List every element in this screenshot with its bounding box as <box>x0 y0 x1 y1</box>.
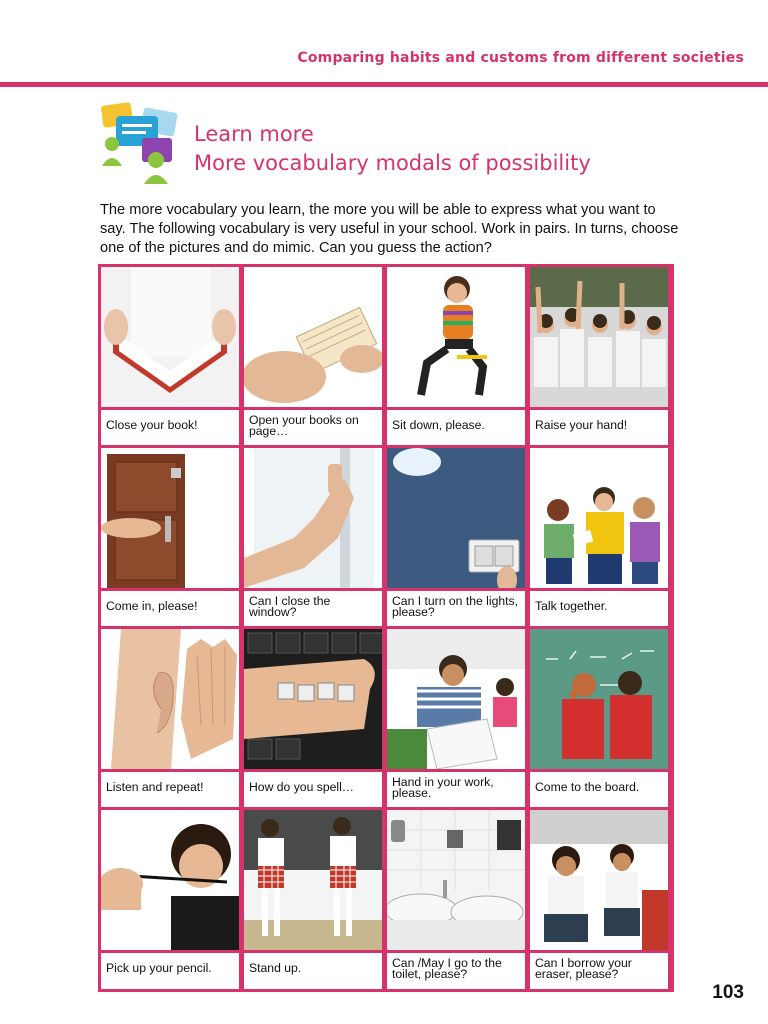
vocab-card-caption: Come to the board. <box>530 772 668 803</box>
header-title: Comparing habits and customs from different societies <box>297 50 744 66</box>
vocab-card-caption: Stand up. <box>244 953 382 984</box>
vocab-card-photo <box>530 448 668 588</box>
header-rule <box>0 82 768 87</box>
vocab-card <box>101 629 239 807</box>
vocab-card-photo <box>244 448 382 588</box>
section-title-line1: Learn more <box>194 122 314 146</box>
section-title-line2: More vocabulary modals of possibility <box>194 151 591 175</box>
vocab-card-photo <box>244 629 382 769</box>
vocab-card-photo <box>387 629 525 769</box>
vocab-card-caption: Close your book! <box>101 410 239 441</box>
vocab-card <box>530 267 668 445</box>
vocab-card-caption: Hand in your work, please. <box>387 772 525 803</box>
vocab-card-photo <box>530 629 668 769</box>
vocab-card-photo <box>101 810 239 950</box>
vocab-card-photo <box>530 267 668 407</box>
vocab-card-photo <box>101 629 239 769</box>
vocab-card-caption: How do you spell… <box>244 772 382 803</box>
page-number: 103 <box>712 982 744 1003</box>
vocab-card-photo <box>530 810 668 950</box>
vocab-card <box>244 629 382 807</box>
vocab-card <box>530 810 668 989</box>
vocab-card-caption: Can I borrow your eraser, please? <box>530 953 668 984</box>
section-title <box>194 120 591 178</box>
vocab-card <box>101 267 239 445</box>
vocab-card <box>530 448 668 626</box>
vocab-card <box>244 810 382 989</box>
vocabulary-grid <box>98 264 674 992</box>
vocab-card-caption: Pick up your pencil. <box>101 953 239 984</box>
vocab-card-caption: Talk together. <box>530 591 668 622</box>
vocab-card-caption: Can I close the window? <box>244 591 382 622</box>
vocab-card <box>101 448 239 626</box>
vocab-card-photo <box>244 810 382 950</box>
vocab-card <box>387 448 525 626</box>
vocab-card <box>387 629 525 807</box>
vocab-card <box>101 810 239 989</box>
vocab-card-photo <box>101 267 239 407</box>
vocab-card-photo <box>101 448 239 588</box>
vocab-card-photo <box>387 448 525 588</box>
vocab-card-photo <box>387 810 525 950</box>
vocab-card-photo <box>244 267 382 407</box>
vocab-card-caption: Come in, please! <box>101 591 239 622</box>
vocab-card <box>244 448 382 626</box>
vocab-card-caption: Can /May I go to the toilet, please? <box>387 953 525 984</box>
intro-paragraph: The more vocabulary you learn, the more you will be able to express what you want to say. The following vocabulary is very useful in your school. Work in pairs. In turns, choose one of the pictures and do mimic. Can you guess the action? <box>100 202 679 256</box>
vocabulary-chat-icon <box>98 100 190 186</box>
vocab-card-photo <box>387 267 525 407</box>
vocab-card <box>387 267 525 445</box>
vocab-card-caption: Raise your hand! <box>530 410 668 441</box>
vocab-card <box>244 267 382 445</box>
vocab-card-caption: Sit down, please. <box>387 410 525 441</box>
vocab-card-caption: Can I turn on the lights, please? <box>387 591 525 622</box>
vocab-card <box>530 629 668 807</box>
vocab-card-caption: Listen and repeat! <box>101 772 239 803</box>
vocab-card-caption: Open your books on page… <box>244 410 382 441</box>
vocab-card <box>387 810 525 989</box>
